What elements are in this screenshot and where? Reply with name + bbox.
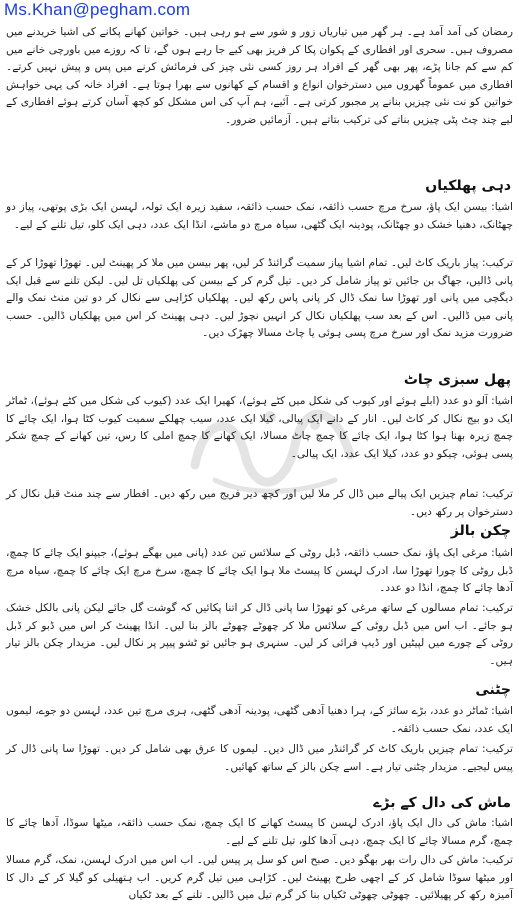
header-email: Ms.Khan@pegham.com: [4, 0, 191, 19]
method-text: ترکیب: پیاز باریک کاٹ لیں۔ تمام اشیا پیاز سمیت گرائنڈ کر لیں، پھر بیسن میں ملا کر پھینٹ لیں۔ تھوڑا تھوڑا کر کے پانی ڈالیں، جھاگ بن جائیں تو پیاز شامل کر دیں۔ تیل گرم کر کے بیسن کی پھلکیاں تل لیں۔ لیکن تلنے سے قبل ایک دیگچی میں پانی اور تھوڑا سا نمک ڈال کر پانی پاس رکھ لیں۔ پھلکیاں کڑاہی سے نکال کر دو تین منٹ نمک والے پانی میں ڈالیں۔ اس کے بعد سب پھلکیاں نکال کر انہیں نچوڑ لیں۔ دہی پھینٹ کر اس میں پھلکیاں ڈالیں۔ حسب ضرورت مزید نمک اور سرخ مرچ پسی ہوئی یا چاٹ مسالا چھڑک دیں۔: [6, 257, 513, 339]
ingredients-text: اشیا: ٹماٹر دو عدد، بڑے سائز کے، ہرا دھنیا آدھی گٹھی، پودینہ آدھی گٹھی، ہری مرچ تین عدد، لہسن دو جوے، لیموں ایک عدد، نمک حسب ذائقہ۔: [6, 705, 513, 735]
intro-paragraph: رمضان کی آمد آمد ہے۔ ہر گھر میں تیاریاں زور و شور سے ہو رہی ہیں۔ خواتین کھانے پکانے کی اشیا خریدنے میں مصروف ہیں۔ سحری اور افطاری کے پکوان پکا کر فریز بھی کیے جا رہے ہوں گے، تا کہ روزے میں باورچی خانے میں کم سے کم جانا پڑے، پھر بھی گھر کے افراد ہر روز کسی نئی چیز کی فرمائش کرنے میں پس و پیش نہیں کرتے۔ افطاری میں عموماً گھروں میں دسترخوان انواع و اقسام کے کھانوں سے بھرا ہوتا ہے۔ افراد خانہ کی یہی خواہش خواتین کو نت نئی چیزیں بنانے پر مجبور کرتی ہے۔ آئیے، ہم آپ کی اس مشکل کو کچھ آسان کرتے ہوئے افطاری کے لیے چند چٹ پٹی چیزیں بناتے کی ترکیب بتاتے ہیں۔ آزمائیں ضرور۔: [6, 26, 513, 126]
ingredients-text: اشیا: بیسن ایک پاؤ، سرخ مرچ حسب ذائقہ، نمک حسب ذائقہ، سفید زیرہ ایک تولہ، لہسن ایک بڑی پوتھی، پیاز دو چھٹانک، دھنیا خشک دو چھٹانک، پودینہ ایک گٹھی، سیاہ مرچ دو ماشے، انڈا ایک عدد، دہی ایک کلو، تیل تلنے کے لیے۔: [6, 201, 513, 231]
ingredients-text: اشیا: ماش کی دال ایک پاؤ، ادرک لہسن کا پیسٹ کھانے کا ایک چمچ، نمک حسب ذائقہ، میٹھا سوڈا، آدھا چائے کا چمچ، گرم مسالا چائے کا ایک چمچ، دہی آدھا کلو، تیل تلنے کے لیے۔: [6, 817, 513, 847]
method-text: ترکیب: ماش کی دال رات بھر بھگو دیں۔ صبح اس کو سل پر پیس لیں۔ اب اس میں ادرک لہسن، نمک، گرم مسالا اور میٹھا سوڈا شامل کر کے اچھی طرح پھینٹ لیں۔ کڑاہی میں تیل گرم کریں۔ اب ہتھیلی کو گیلا کر کے دال کا آمیزہ رکھ کر پھیلائیں۔ چھوٹی چھوٹی ٹکیاں بنا کر گرم تیل میں ڈالیں۔ تلنے کے بعد ٹکیاں: [6, 854, 513, 901]
section-title: چکن بالز: [450, 523, 511, 539]
method-text: ترکیب: تمام مسالوں کے ساتھ مرغی کو تھوڑا سا پانی ڈال کر اتنا پکائیں کہ گوشت گل جائے لیکن پانی بالکل خشک ہو جائے۔ اب اس میں ڈبل روٹی کے سلائس ملا کر چھوٹے چھوٹے بالز بنا لیں۔ انڈا پھینٹ کر اس میں ڈبو کر ڈبل روٹی کے چورے میں لپیٹیں اور ڈیپ فرائی کر لیں۔ سنہری ہو جائیں تو ٹشو پیپر پر نکال لیں۔ مزیدار چکن بالز تیار ہیں۔: [6, 602, 513, 667]
method-text: ترکیب: تمام چیزیں ایک پیالے میں ڈال کر ملا لیں اور کچھ دیر فریج میں رکھ دیں۔ افطار سے چند منٹ قبل نکال کر دسترخوان پر رکھ دیں۔: [6, 488, 513, 518]
section-title: ماش کی دال کے بڑے: [373, 795, 511, 811]
section-title: پھل سبزی چاٹ: [403, 372, 511, 388]
section-title: دہی پھلکیاں: [425, 178, 511, 194]
method-text: ترکیب: تمام چیزیں باریک کاٹ کر گرائنڈر میں ڈال دیں۔ لیموں کا عرق بھی شامل کر دیں۔ تھوڑا سا پانی ڈال کر پیس لیجیے۔ مزیدار چٹنی تیار ہے۔ اسے چکن بالز کے ساتھ کھائیں۔: [6, 743, 513, 773]
ingredients-text: اشیا: آلو دو عدد (ابلے ہوئے اور کیوب کی شکل میں کٹے ہوئے)، کھیرا ایک عدد (کیوب کی شکل میں کٹے ہوئے)، ٹماٹر ایک دو بیج نکال کر کاٹ لیں۔ انار کے دانے ایک پیالی، کیلا ایک عدد، سیب چھلکے سمیت کیوب کٹا ہوا، ایک چائے کا چمچ زیرہ بھنا ہوا کٹا ہوا، ایک چائے کا چمچ چاٹ مسالا، ایک کھانے کا چمچ املی کا رس، تین کھانے کے چمچ شکر پسی ہوئی، چیکو دو عدد، کیلا ایک عدد، ایک پیالی۔: [6, 395, 513, 460]
ingredients-text: اشیا: مرغی ایک پاؤ، نمک حسب ذائقہ، ڈبل روٹی کے سلائس تین عدد (پانی میں بھگے ہوئے)، جیپنو ایک چائے کا چمچ، ڈبل روٹی کا چورا تھوڑا سا، ادرک لہسن کا پیسٹ ملا ہوا ایک چائے کا چمچ، سرخ مرچ ایک چائے کا چمچ، سیاہ مرچ آدھا چائے کا چمچ، انڈا دو عدد۔: [6, 547, 513, 594]
section-title: چٹنی: [475, 682, 511, 698]
